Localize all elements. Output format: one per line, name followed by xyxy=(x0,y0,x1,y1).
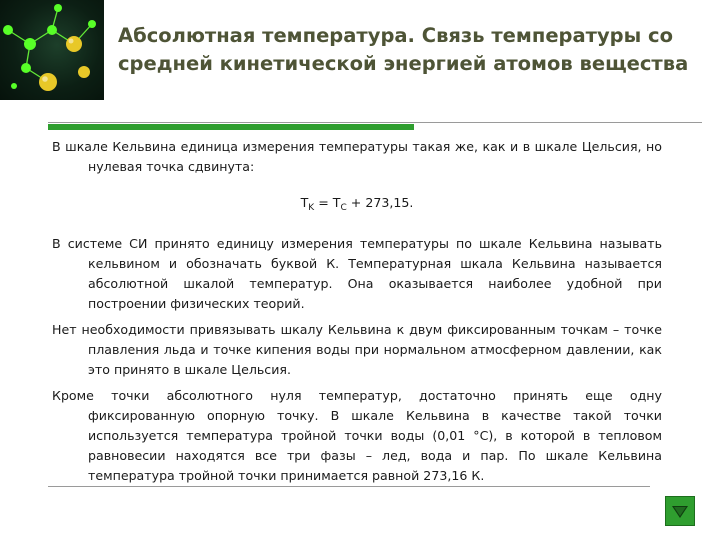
next-slide-button[interactable] xyxy=(665,496,695,526)
molecule-corner-graphic xyxy=(0,0,104,100)
formula-lhs-symbol: T xyxy=(300,195,309,210)
bottom-divider xyxy=(48,486,650,487)
paragraph-triple-point: Кроме точки абсолютного нуля температур, достаточно принять еще одну фиксированную опорную точку. В шкале Кельвина в качестве такой точки используется температура тройной точки воды (0,01 °С), в которой в тепловом равновесии находятся все три фазы – лед, вода и пар. По шкале Кельвина температура тройной точки принимается равной 273,16 К. xyxy=(52,388,662,483)
kelvin-celsius-formula xyxy=(52,193,662,218)
molecule-icon xyxy=(0,0,104,100)
slide-content xyxy=(52,137,662,492)
formula-rest: + 273,15. xyxy=(350,195,414,210)
next-slide-arrow-icon xyxy=(666,497,694,525)
formula-lhs-subscript: K xyxy=(308,203,315,213)
paragraph-kelvin-scale: В шкале Кельвина единица измерения температуры такая же, как и в шкале Цельсия, но нулевая точка сдвинута: xyxy=(52,139,662,174)
title-divider xyxy=(48,122,702,123)
title-accent-bar xyxy=(48,124,414,130)
paragraph-si-kelvin: В системе СИ принято единицу измерения температуры по шкале Кельвина называть кельвином и обозначать буквой К. Температурная шкала Кельвина называется абсолютной шкалой температур. Она оказывается наиболее удобной при построении физических теорий. xyxy=(52,236,662,311)
slide-title: Абсолютная температура. Связь температуры со средней кинетической энергией атомов вещества xyxy=(118,24,689,75)
paragraph-fixed-points: Нет необходимости привязывать шкалу Кельвина к двум фиксированным точкам – точке плавления льда и точке кипения воды при нормальном атмосферном давлении, как это принято в шкале Цельсия. xyxy=(52,322,662,377)
formula-rhs-subscript: C xyxy=(340,203,347,213)
formula-equals: = xyxy=(318,195,329,210)
formula-rhs-symbol: T xyxy=(332,195,341,210)
